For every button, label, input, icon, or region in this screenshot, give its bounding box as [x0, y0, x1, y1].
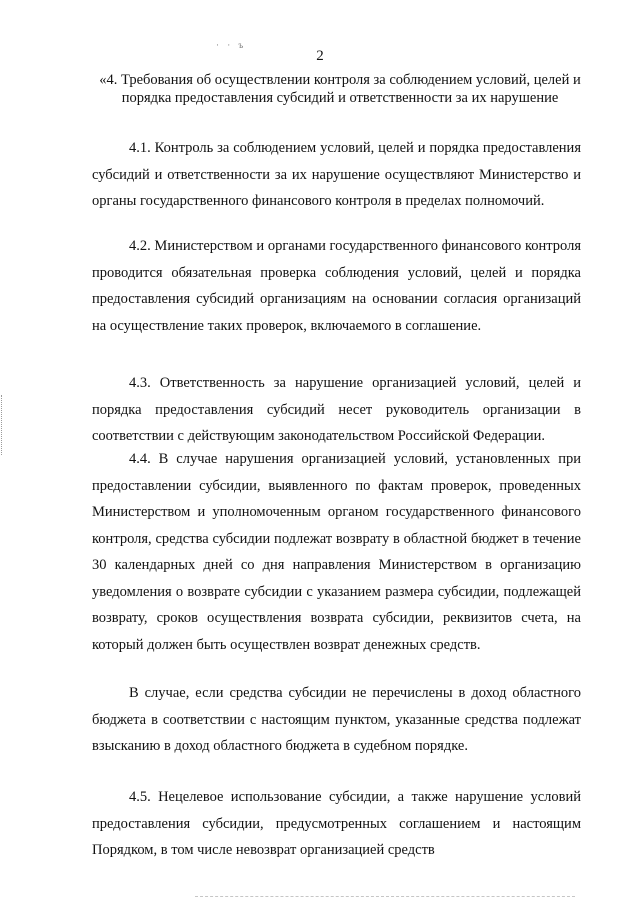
section-heading: «4. Требования об осуществлении контроля за соблюдением условий, целей и порядка предоставления субсидий и ответственности за их нарушение: [99, 72, 581, 106]
scan-bottom-artifact: [195, 896, 575, 901]
paragraph-4-1: [92, 135, 581, 215]
scan-artifact-mark: · · ъ: [216, 40, 247, 50]
paragraph-text: 4.5. Нецелевое использование субсидии, а также нарушение условий предоставления субсидии, предусмотренных соглашением и настоящим Порядком, в том числе невозврат организацией средств: [92, 789, 581, 858]
scan-margin-artifact: [1, 395, 5, 455]
paragraph-text: 4.4. В случае нарушения организацией условий, установленных при предоставлении субсидии, выявленного по фактам проверок, проведенных Министерством и уполномоченным органом государственного финансового контроля, средства субсидии подлежат возврату в областной бюджет в течение 30 календарных дней со дня направления Министерством в организацию уведомления о возврате субсидии с указанием размера субсидии, подлежащей возврату, сроков осуществления возврата субсидии, реквизитов счета, на который должен быть осуществлен возврат денежных средств.: [92, 451, 581, 653]
paragraph-4-4: [92, 446, 581, 658]
page-number: 2: [316, 48, 324, 64]
paragraph-4-5: [92, 784, 581, 864]
paragraph-text: В случае, если средства субсидии не перечислены в доход областного бюджета в соответствии с настоящим пунктом, указанные средства подлежат взысканию в доход областного бюджета в судебном порядке.: [92, 685, 581, 754]
paragraph-4-4-continuation: [92, 680, 581, 760]
paragraph-text: 4.2. Министерством и органами государственного финансового контроля проводится обязательная проверка соблюдения условий, целей и порядка предоставления субсидий организациям на основании согласия организаций на осуществление таких проверок, включаемого в соглашение.: [92, 238, 581, 334]
paragraph-4-2: [92, 233, 581, 339]
paragraph-4-3: [92, 370, 581, 450]
paragraph-text: 4.3. Ответственность за нарушение организацией условий, целей и порядка предоставления субсидий несет руководитель организации в соответствии с действующим законодательством Российской Федерации.: [92, 375, 581, 444]
paragraph-text: 4.1. Контроль за соблюдением условий, целей и порядка предоставления субсидий и ответственности за их нарушение осуществляют Министерство и органы государственного финансового контроля в пределах полномочий.: [92, 140, 581, 209]
